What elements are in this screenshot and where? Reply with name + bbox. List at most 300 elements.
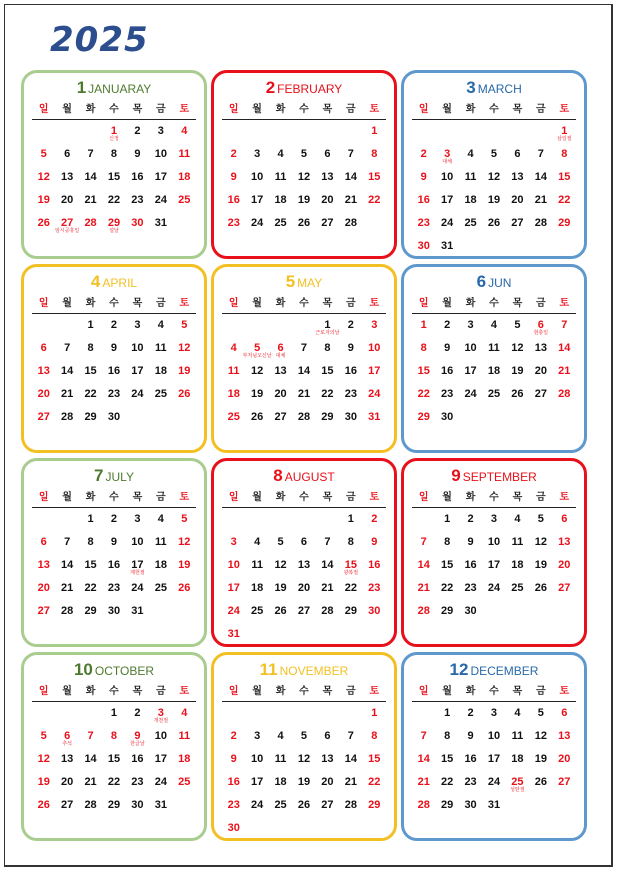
empty-cell	[245, 122, 268, 145]
empty-cell	[55, 704, 78, 727]
day-cell: 23	[107, 582, 121, 594]
month-number: 4	[90, 272, 101, 291]
day-cell: 8	[110, 148, 118, 160]
day-cell: 22	[417, 388, 430, 400]
empty-cell	[245, 510, 268, 533]
day-cell: 7	[87, 730, 94, 742]
day-cell: 6	[324, 148, 331, 160]
month-number: 11	[259, 660, 278, 679]
day-cell: 28	[84, 799, 97, 811]
day-cell: 2	[467, 513, 474, 525]
day-cell: 17	[154, 753, 167, 765]
day-cell: 16	[417, 194, 430, 206]
day-cell: 6 대체	[275, 342, 286, 359]
empty-cell	[32, 316, 55, 339]
day-cell: 25	[154, 388, 167, 400]
day-cell: 23	[344, 388, 357, 400]
day-cell: 7	[537, 148, 544, 160]
month-title	[32, 465, 196, 486]
day-cell: 20	[297, 582, 311, 594]
day-cell: 15	[84, 365, 97, 377]
day-cell: 4	[254, 536, 261, 548]
empty-cell	[245, 316, 268, 339]
day-cell: 3	[371, 319, 378, 331]
day-cell: 5	[514, 319, 521, 331]
day-cell: 6	[561, 513, 568, 525]
day-cell: 13	[61, 171, 74, 183]
weekday-label: 화	[85, 686, 96, 697]
empty-cell	[412, 122, 435, 145]
day-cell: 30	[227, 822, 240, 834]
month-name: FEBRUARY	[277, 82, 343, 96]
day-cell: 6	[300, 536, 308, 548]
weekday-label: 일	[38, 104, 49, 115]
day-cell: 14	[84, 171, 97, 183]
day-cell: 10	[251, 753, 264, 765]
day-cell: 9	[347, 342, 354, 354]
month-name: NOVEMBER	[279, 664, 349, 678]
day-cell: 2	[230, 730, 237, 742]
day-cell: 25	[178, 776, 191, 788]
holiday-note: 현충일	[533, 330, 549, 336]
month-card	[21, 264, 207, 453]
day-cell: 9	[230, 171, 237, 183]
day-cell: 6	[324, 730, 331, 742]
weekday-label: 일	[228, 686, 239, 697]
day-cell: 27	[321, 217, 334, 229]
day-cell: 10	[251, 171, 264, 183]
month-name: JUN	[488, 276, 512, 290]
day-cell: 25	[511, 582, 524, 594]
day-cell: 16	[464, 753, 477, 765]
day-cell: 10	[227, 559, 240, 571]
day-cell: 8	[110, 730, 118, 742]
day-cell: 31	[227, 628, 240, 640]
day-cell: 7	[87, 148, 94, 160]
weekday-label: 토	[369, 298, 380, 309]
day-cell: 19	[487, 194, 501, 206]
day-cell: 24	[251, 799, 264, 811]
weekday-label: 수	[109, 104, 119, 115]
day-cell: 28	[61, 605, 74, 617]
day-cell: 21	[297, 388, 311, 400]
empty-cell	[339, 122, 362, 145]
day-cell: 24	[487, 582, 501, 594]
day-cell: 26	[178, 388, 191, 400]
day-cell: 2	[444, 319, 451, 331]
weekday-header	[222, 294, 386, 314]
day-grid	[222, 704, 386, 842]
day-cell: 12	[534, 536, 547, 548]
month-title	[222, 465, 386, 486]
day-cell: 4	[181, 707, 188, 719]
day-cell: 24	[227, 605, 240, 617]
month-number: 9	[451, 466, 461, 485]
day-cell: 10	[131, 536, 144, 548]
empty-cell	[459, 122, 482, 145]
day-cell: 12	[297, 753, 311, 765]
day-cell: 30	[107, 411, 121, 423]
month-number: 8	[273, 466, 283, 485]
day-cell: 15	[417, 365, 430, 377]
day-cell: 5 부처님오신날	[242, 342, 272, 359]
day-cell: 4	[157, 319, 164, 331]
year-title: 2025	[50, 20, 149, 60]
weekday-label: 일	[38, 298, 49, 309]
day-grid	[32, 122, 196, 237]
day-cell: 9	[230, 753, 237, 765]
day-cell: 9	[134, 148, 141, 160]
month-title	[222, 77, 386, 98]
day-cell: 14	[84, 753, 97, 765]
day-cell: 22	[107, 194, 121, 206]
weekday-label: 수	[489, 686, 499, 697]
day-cell: 21	[61, 388, 74, 400]
day-cell: 7	[64, 536, 71, 548]
holiday-note: 한글날	[130, 741, 145, 747]
day-cell: 26	[251, 411, 264, 423]
holiday-note: 개천절	[153, 718, 169, 724]
day-cell: 30	[344, 411, 357, 423]
day-cell: 28	[297, 411, 311, 423]
day-cell: 15	[441, 753, 454, 765]
day-cell: 18	[511, 753, 524, 765]
month-number: 2	[265, 78, 276, 97]
day-cell: 16	[227, 776, 240, 788]
day-cell: 26	[534, 776, 547, 788]
day-cell: 2	[110, 513, 118, 525]
day-cell: 23	[464, 582, 477, 594]
day-cell: 26	[37, 217, 50, 229]
day-cell: 14	[558, 342, 571, 354]
month-title	[222, 271, 386, 292]
empty-cell	[245, 704, 268, 727]
day-cell: 2	[371, 513, 378, 525]
day-cell: 12	[37, 171, 50, 183]
empty-cell	[222, 122, 245, 145]
weekday-header	[222, 488, 386, 508]
month-number: 7	[94, 466, 104, 485]
weekday-label: 월	[252, 298, 262, 309]
day-cell: 8	[371, 730, 378, 742]
day-cell: 30	[464, 799, 477, 811]
month-number: 5	[285, 272, 296, 291]
day-cell: 15	[321, 365, 334, 377]
day-cell: 23	[227, 217, 240, 229]
day-cell: 7	[300, 342, 308, 354]
weekday-label: 일	[418, 492, 429, 503]
day-cell: 11	[511, 730, 524, 742]
day-cell: 14	[61, 559, 74, 571]
weekday-label: 화	[85, 298, 96, 309]
day-cell: 30	[107, 605, 121, 617]
weekday-label: 일	[418, 298, 429, 309]
day-cell: 18	[227, 388, 240, 400]
weekday-label: 일	[418, 104, 429, 115]
day-cell: 1	[87, 513, 94, 525]
day-cell: 28	[84, 217, 97, 229]
day-cell: 17	[487, 559, 501, 571]
month-card	[211, 70, 397, 259]
month-number: 6	[476, 272, 487, 291]
day-cell: 30	[131, 799, 144, 811]
day-cell: 6	[40, 342, 47, 354]
day-cell: 29	[441, 605, 454, 617]
empty-cell	[316, 122, 339, 145]
empty-cell	[412, 510, 435, 533]
weekday-label: 월	[62, 492, 72, 503]
day-cell: 13	[558, 536, 571, 548]
weekday-label: 금	[346, 492, 356, 503]
day-cell: 25	[274, 217, 287, 229]
day-cell: 15	[558, 171, 571, 183]
weekday-label: 수	[109, 492, 119, 503]
day-cell: 21	[344, 194, 357, 206]
day-cell: 1	[371, 707, 378, 719]
day-cell: 21	[321, 582, 334, 594]
day-cell: 19	[37, 776, 50, 788]
day-cell: 5	[181, 319, 188, 331]
holiday-note: 대체	[442, 159, 452, 165]
day-cell: 12	[178, 342, 191, 354]
day-cell: 9	[444, 342, 451, 354]
day-cell: 19	[37, 194, 50, 206]
day-cell: 6	[40, 536, 47, 548]
holiday-note: 추석	[62, 741, 72, 747]
calendar-grid	[21, 70, 587, 841]
day-cell: 10	[487, 730, 501, 742]
day-cell: 13	[534, 342, 547, 354]
weekday-label: 월	[62, 686, 72, 697]
month-card	[21, 652, 207, 841]
day-cell: 31	[131, 605, 144, 617]
day-cell: 23	[131, 776, 144, 788]
day-cell: 24	[487, 776, 501, 788]
weekday-header	[412, 682, 576, 702]
day-cell: 13	[558, 730, 571, 742]
day-cell: 25	[464, 217, 477, 229]
day-grid	[412, 316, 576, 431]
day-cell: 20	[321, 776, 334, 788]
weekday-label: 월	[442, 686, 452, 697]
day-grid	[222, 316, 386, 431]
day-cell: 15	[107, 171, 121, 183]
day-cell: 12	[511, 342, 524, 354]
day-cell: 25	[487, 388, 501, 400]
day-cell: 11	[464, 171, 477, 183]
day-cell: 8	[444, 730, 451, 742]
weekday-label: 토	[179, 104, 190, 115]
weekday-label: 목	[322, 104, 333, 115]
day-cell: 1	[444, 513, 451, 525]
day-cell: 11	[155, 342, 167, 354]
day-cell: 21	[417, 582, 430, 594]
day-cell: 8	[371, 148, 378, 160]
day-cell: 11	[274, 753, 287, 765]
day-cell: 10	[131, 342, 144, 354]
day-cell: 25 성탄절	[510, 776, 525, 793]
weekday-header	[32, 294, 196, 314]
day-cell: 20	[321, 194, 334, 206]
day-cell: 2	[420, 148, 427, 160]
day-cell: 2	[347, 319, 354, 331]
empty-cell	[32, 510, 55, 533]
weekday-label: 토	[369, 104, 380, 115]
day-cell: 23	[227, 799, 240, 811]
weekday-label: 금	[536, 686, 546, 697]
month-name: MARCH	[477, 82, 522, 96]
weekday-label: 금	[156, 298, 166, 309]
day-cell: 3 개천절	[153, 707, 169, 724]
month-name: JANUARAY	[88, 82, 152, 96]
weekday-label: 월	[442, 104, 452, 115]
day-cell: 12	[297, 171, 311, 183]
day-grid	[412, 122, 576, 260]
weekday-label: 금	[536, 104, 546, 115]
day-cell: 24	[131, 582, 144, 594]
weekday-label: 토	[559, 492, 570, 503]
day-cell: 16	[441, 365, 454, 377]
weekday-header	[32, 488, 196, 508]
day-cell: 16	[344, 365, 357, 377]
weekday-label: 금	[156, 686, 166, 697]
day-cell: 8	[347, 536, 354, 548]
day-cell: 3	[134, 513, 141, 525]
day-cell: 18	[178, 753, 191, 765]
day-cell: 1	[444, 707, 451, 719]
month-card	[401, 264, 587, 453]
month-number: 12	[449, 660, 469, 679]
weekday-label: 금	[536, 492, 546, 503]
day-cell: 12	[534, 730, 547, 742]
day-cell: 23	[368, 582, 381, 594]
day-cell: 21	[84, 776, 97, 788]
weekday-label: 수	[299, 104, 309, 115]
day-cell: 25	[227, 411, 240, 423]
day-cell: 29	[417, 411, 430, 423]
weekday-label: 목	[512, 686, 523, 697]
weekday-label: 수	[299, 686, 309, 697]
day-cell: 14	[417, 559, 430, 571]
month-number: 1	[76, 78, 87, 97]
day-cell: 3	[254, 148, 261, 160]
day-cell: 29	[344, 605, 357, 617]
weekday-label: 목	[132, 104, 143, 115]
month-title	[32, 77, 196, 98]
day-cell: 27 임시공휴일	[55, 217, 80, 234]
day-cell: 30	[417, 240, 430, 252]
day-cell: 29	[558, 217, 571, 229]
day-cell: 27	[61, 799, 74, 811]
day-cell: 26	[534, 582, 547, 594]
weekday-label: 일	[418, 686, 429, 697]
day-cell: 28	[558, 388, 571, 400]
empty-cell	[506, 122, 529, 145]
day-grid	[222, 122, 386, 237]
day-cell: 15	[107, 753, 121, 765]
day-cell: 24	[131, 388, 144, 400]
day-cell: 29	[441, 799, 454, 811]
day-cell: 3	[467, 319, 474, 331]
empty-cell	[316, 510, 339, 533]
day-cell: 21	[344, 776, 357, 788]
day-cell: 19	[178, 365, 191, 377]
weekday-label: 화	[465, 104, 476, 115]
day-cell: 11	[178, 730, 191, 742]
empty-cell	[292, 316, 315, 339]
day-cell: 18	[154, 365, 167, 377]
day-cell: 27	[511, 217, 524, 229]
day-cell: 16	[368, 559, 381, 571]
day-cell: 1 삼일절	[557, 125, 572, 142]
day-cell: 17	[464, 365, 477, 377]
day-cell: 19	[274, 582, 287, 594]
holiday-note: 성탄절	[510, 787, 525, 793]
day-cell: 23	[441, 388, 454, 400]
empty-cell	[55, 316, 78, 339]
month-card	[401, 458, 587, 647]
weekday-label: 금	[156, 104, 166, 115]
weekday-label: 수	[299, 298, 309, 309]
day-cell: 13	[61, 753, 74, 765]
day-cell: 2	[134, 707, 141, 719]
day-cell: 2	[230, 148, 237, 160]
month-number: 3	[466, 78, 476, 97]
weekday-label: 화	[85, 492, 96, 503]
day-cell: 27	[37, 411, 50, 423]
day-cell: 11	[227, 365, 240, 377]
weekday-label: 화	[275, 492, 286, 503]
holiday-note: 신정	[109, 136, 119, 142]
day-cell: 19	[534, 559, 547, 571]
month-card	[401, 652, 587, 841]
weekday-label: 화	[85, 104, 96, 115]
day-cell: 16	[227, 194, 240, 206]
day-cell: 31	[487, 799, 501, 811]
day-cell: 1 근로자의날	[315, 319, 340, 336]
day-cell: 14	[297, 365, 311, 377]
day-cell: 21	[84, 194, 97, 206]
month-name: JULY	[105, 470, 134, 484]
day-cell: 21	[61, 582, 74, 594]
weekday-label: 토	[369, 492, 380, 503]
day-cell: 4	[181, 125, 188, 137]
day-cell: 16	[131, 171, 144, 183]
weekday-label: 월	[62, 298, 72, 309]
day-cell: 20	[61, 776, 74, 788]
day-cell: 16	[107, 365, 121, 377]
day-cell: 20	[558, 753, 571, 765]
day-cell: 6 추석	[62, 730, 72, 747]
day-cell: 31	[368, 411, 381, 423]
day-grid	[222, 510, 386, 648]
day-cell: 17	[251, 194, 264, 206]
day-cell: 23	[131, 194, 144, 206]
day-cell: 8	[420, 342, 427, 354]
weekday-label: 수	[489, 492, 499, 503]
day-cell: 10	[368, 342, 381, 354]
weekday-header	[222, 100, 386, 120]
day-cell: 20	[274, 388, 287, 400]
day-cell: 24	[154, 194, 167, 206]
day-cell: 29	[84, 411, 97, 423]
day-cell: 21	[534, 194, 547, 206]
day-cell: 26	[297, 799, 311, 811]
day-cell: 3	[134, 319, 141, 331]
day-cell: 18	[154, 559, 167, 571]
weekday-header	[412, 294, 576, 314]
day-cell: 17	[487, 753, 501, 765]
